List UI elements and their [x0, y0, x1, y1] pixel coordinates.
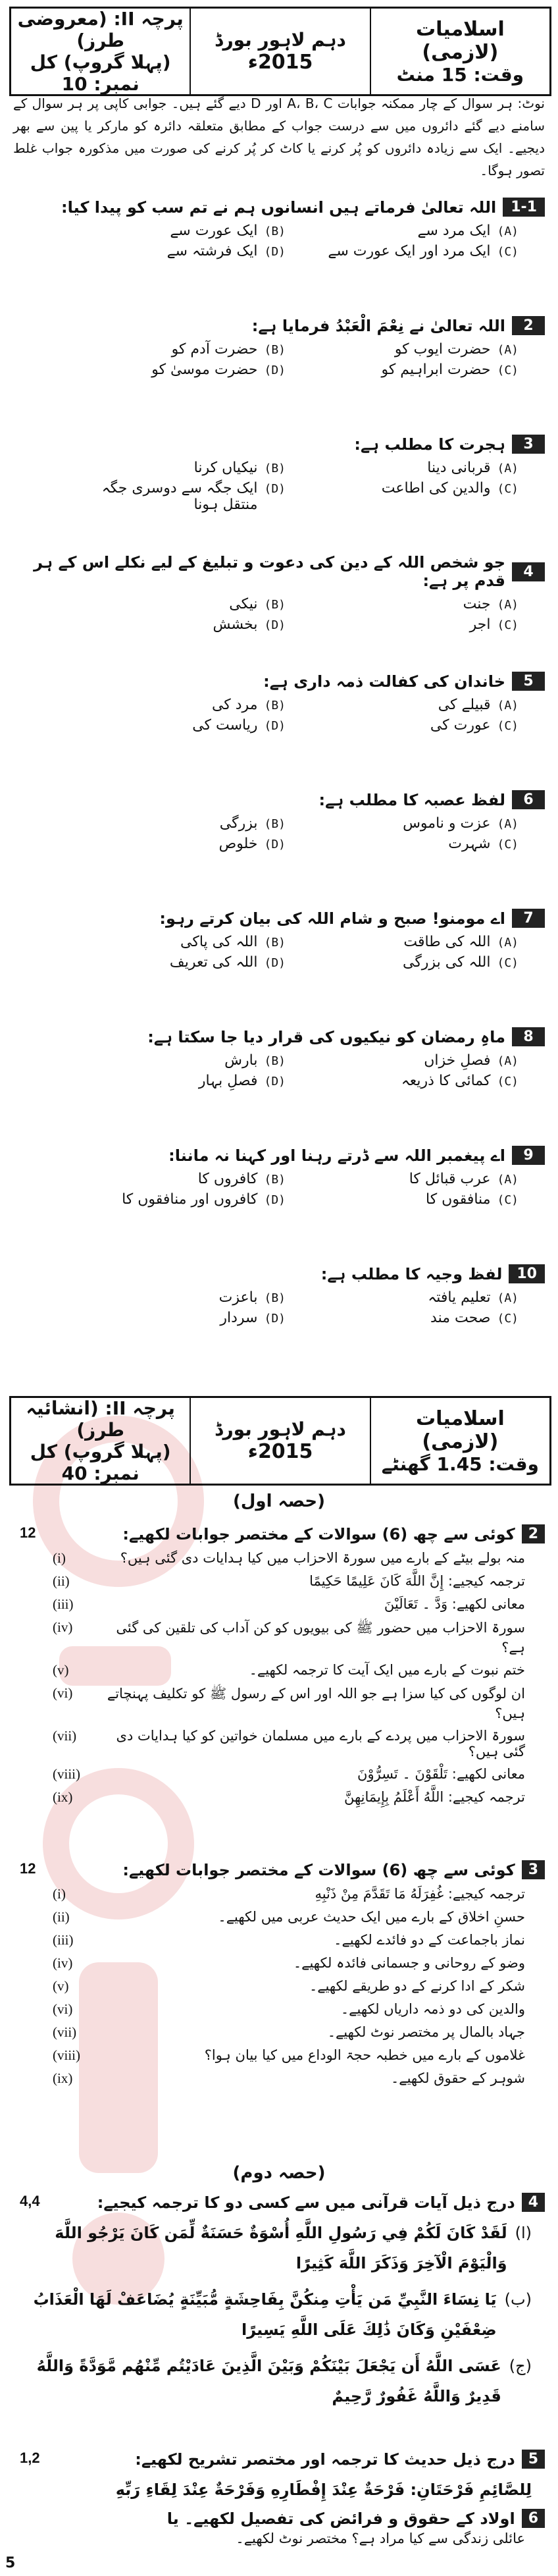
- sub-question-numeral: (i): [53, 1886, 66, 1902]
- question-3: [13, 1860, 545, 2087]
- option-text: بزرگی: [219, 815, 258, 832]
- mcq-number: 6: [512, 790, 545, 809]
- mcq-options: [66, 458, 519, 515]
- mcq-option: [299, 1287, 519, 1308]
- mcq-option: [66, 221, 286, 241]
- mcq-question: [13, 1264, 545, 1328]
- sub-question: [53, 1685, 525, 1721]
- option-letter: (B): [264, 598, 286, 612]
- sub-question-text: نماز باجماعت کے دو فائدے لکھیے۔: [334, 1932, 525, 1948]
- mcq-question: [13, 435, 545, 515]
- sub-question-text: والدین کی دو ذمہ داریاں لکھیے۔: [340, 2001, 525, 2017]
- option-text: جنت: [463, 596, 491, 612]
- group-marks-2: (پہلا گروپ) کل نمبر: 40: [30, 1441, 171, 1484]
- option-text: فصلِ خزاں: [424, 1052, 491, 1069]
- question-text: کوئی سے چھ (6) سوالات کے مختصر جوابات لکھیے:: [122, 1524, 515, 1543]
- board-name-2: دہم لاہور بورڈ: [215, 1418, 346, 1440]
- sub-question-text: سورۃ الاحزاب میں حضور ﷺ کی بیویوں کو کن آداب کی تلقین کی گئی ہے؟: [116, 1620, 525, 1655]
- sub-question-numeral: (ix): [53, 2070, 73, 2086]
- mcq-option: [66, 339, 286, 360]
- mcq-text: اے مومنو! صبح و شام اللہ کی بیان کرتے رہو:: [159, 909, 505, 928]
- mcq-option: [66, 1287, 286, 1308]
- sub-question: [53, 1909, 525, 1925]
- mcq-option: [66, 458, 286, 478]
- mcq-question: [13, 1146, 545, 1210]
- sub-question: [53, 1789, 525, 1806]
- question-number: 5: [522, 2450, 545, 2469]
- option-text: ایک جگہ سے دوسری جگہ منتقل ہونا: [101, 480, 258, 513]
- mcq-option: [299, 813, 519, 834]
- option-letter: (C): [497, 719, 519, 733]
- mcq-option: [66, 241, 286, 261]
- option-letter: (B): [264, 817, 286, 831]
- mcq-options: [66, 1169, 519, 1210]
- option-letter: (D): [264, 1075, 286, 1088]
- mcq-option: [299, 221, 519, 241]
- question-5-header: [13, 2450, 545, 2469]
- sub-question-numeral: (vii): [53, 2024, 77, 2040]
- question-3-header: [13, 1860, 545, 1879]
- option-letter: (D): [264, 956, 286, 970]
- option-text: سردار: [220, 1310, 258, 1326]
- header2-board-cell: [190, 1398, 369, 1484]
- question-text: اولاد کے حقوق و فرائض کی تفصیل لکھیے۔ یا: [166, 2509, 515, 2528]
- mcq-option: [66, 695, 286, 715]
- mcq-text: اللہ تعالیٰ نے نِعْمَ الْعَبْدُ فرمایا ہے:: [251, 316, 505, 335]
- mcq-text: جو شخص اللہ کے دین کی دعوت و تبلیغ کے لیے نکلے اس کے ہر قدم پر ہے:: [34, 553, 505, 590]
- sub-question-numeral: (vi): [53, 1685, 73, 1701]
- option-letter: (A): [497, 462, 519, 475]
- mcq-options: [66, 339, 519, 380]
- ayah-text: يَا نِسَاءَ النَّبِيِّ مَن يَأْتِ مِنكُنَّ بِفَاحِشَةٍ مُّبَيِّنَةٍ يُضَاعَفْ لَهَا الْعَذَابُ ضِعْفَيْنِ وَكَانَ ذَٰلِكَ عَلَى اللَّهِ يَسِيرًا: [33, 2290, 497, 2339]
- option-text: نیکی: [229, 596, 258, 612]
- mcq-option: [299, 695, 519, 715]
- option-letter: (C): [497, 482, 519, 496]
- mcq-text: خاندان کی کفالت ذمہ داری ہے:: [263, 672, 505, 691]
- exam-year-2: 2015ء: [247, 1440, 313, 1463]
- sub-question-numeral: (iv): [53, 1955, 73, 1971]
- mcq-option: [66, 932, 286, 952]
- option-text: کمائی کا ذریعہ: [401, 1073, 491, 1089]
- sub-question-text: ان لوگوں کی کیا سزا ہے جو اللہ اور اس کے رسول ﷺ کو تکلیف پہنچاتے ہیں؟: [107, 1686, 525, 1721]
- mcq-number: 9: [512, 1146, 545, 1165]
- option-letter: (A): [497, 817, 519, 831]
- option-text: قربانی دینا: [427, 460, 491, 476]
- sub-question-text: جہاد بالمال پر مختصر نوٹ لکھیے۔: [327, 2024, 525, 2040]
- group-marks: (پہلا گروپ) کل نمبر: 10: [30, 51, 171, 95]
- mcq-stem: [13, 1264, 545, 1283]
- sub-question: [53, 2024, 525, 2041]
- mcq-option: [66, 813, 286, 834]
- mcq-number: 7: [512, 909, 545, 928]
- sub-question: [53, 1978, 525, 1995]
- sub-question-numeral: (iii): [53, 1596, 74, 1612]
- mcq-options: [66, 594, 519, 635]
- ayah-label: (ا): [515, 2224, 532, 2242]
- option-text: ایک مرد سے: [417, 223, 491, 239]
- option-text: اللہ کی تعریف: [169, 954, 258, 971]
- option-text: باعزت: [218, 1289, 258, 1306]
- sub-question: [53, 2070, 525, 2087]
- sub-question: [53, 1955, 525, 1972]
- sub-question-text: غلاموں کے بارے میں خطبہ حجۃ الوداع میں کیا بیان ہوا؟: [204, 2047, 525, 2063]
- option-text: نیکیاں کرنا: [193, 460, 258, 476]
- subjective-header: [9, 1396, 551, 1486]
- option-letter: (A): [497, 699, 519, 712]
- board-name: دہم لاہور بورڈ: [215, 29, 346, 51]
- mcq-number: 1-1: [503, 198, 545, 217]
- exam-year: 2015ء: [247, 51, 313, 74]
- option-letter: (C): [497, 618, 519, 632]
- hadith-text: [33, 2475, 532, 2506]
- sub-question-text: منہ بولے بیٹے کے بارے میں سورۃ الاحزاب میں کیا ہدایات دی گئی ہیں؟: [120, 1550, 525, 1566]
- sub-question: [53, 1550, 525, 1567]
- question-marks: 1,2: [20, 2450, 40, 2466]
- question-5: [13, 2450, 545, 2506]
- sub-question-numeral: (v): [53, 1978, 69, 1994]
- ayah-item: [33, 2351, 532, 2411]
- question-6-header: [13, 2509, 545, 2528]
- sub-question-text: وضو کے روحانی و جسمانی فائدہ لکھیے۔: [293, 1955, 525, 1971]
- sub-question-numeral: (ii): [53, 1573, 70, 1589]
- mcq-option: [299, 715, 519, 736]
- question-number: 6: [522, 2509, 545, 2528]
- mcq-question: [13, 553, 545, 635]
- mcq-number: 5: [512, 672, 545, 691]
- sub-question-numeral: (ix): [53, 1789, 73, 1805]
- mcq-options: [66, 1287, 519, 1328]
- option-text: حضرت آدم کو: [171, 341, 258, 358]
- question-text: درج ذیل حدیث کا ترجمہ اور مختصر تشریح لکھیے:: [135, 2450, 515, 2469]
- option-letter: (B): [264, 1291, 286, 1305]
- mcq-option: [299, 834, 519, 854]
- sub-question: [53, 1596, 525, 1613]
- option-text: عورت کی: [430, 717, 491, 734]
- mcq-option: [299, 241, 519, 261]
- question-text: درج ذیل آیات قرآنی میں سے کسی دو کا ترجمہ کیجیے:: [97, 2193, 515, 2212]
- option-letter: (A): [497, 225, 519, 238]
- sub-question: [53, 1662, 525, 1678]
- option-letter: (D): [264, 482, 286, 496]
- option-letter: (B): [264, 343, 286, 357]
- mcq-stem: [13, 435, 545, 454]
- option-text: صحت مند: [430, 1310, 491, 1326]
- question-marks: 12: [20, 1524, 36, 1541]
- mcq-option: [299, 952, 519, 973]
- sub-question-text: شوہر کے حقوق لکھیے۔: [390, 2070, 525, 2086]
- mcq-option: [299, 1071, 519, 1091]
- option-text: عزت و ناموس: [403, 815, 491, 832]
- question-4: [13, 2193, 545, 2412]
- option-text: ایک فرشتہ سے: [166, 243, 258, 259]
- option-text: حضرت موسیٰ کو: [151, 362, 258, 378]
- mcq-stem: [13, 672, 545, 691]
- option-text: ریاست کی: [192, 717, 258, 734]
- objective-header: [9, 7, 551, 96]
- option-letter: (D): [264, 363, 286, 377]
- ayah-label: (ج): [509, 2357, 532, 2376]
- paper-type-2: پرچہ II: (انشائیہ طرز): [26, 1397, 175, 1441]
- option-letter: (D): [264, 1312, 286, 1326]
- option-text: والدین کی اطاعت: [381, 480, 491, 496]
- ayah-item: [33, 2285, 532, 2345]
- mcq-question: [13, 316, 545, 380]
- mcq-option: [299, 594, 519, 614]
- option-letter: (D): [264, 719, 286, 733]
- question-6-alt: [53, 2531, 525, 2546]
- question-number: 2: [522, 1524, 545, 1543]
- sub-question: [53, 1619, 525, 1655]
- mcq-number: 3: [512, 435, 545, 454]
- sub-question-text: ختم نبوت کے بارے میں ایک آیت کا ترجمہ لکھیے۔: [249, 1662, 525, 1678]
- mcq-stem: [13, 909, 545, 928]
- option-letter: (C): [497, 1075, 519, 1088]
- option-text: فصلِ بہار: [198, 1073, 258, 1089]
- mcq-option: [299, 1050, 519, 1071]
- mcq-option: [66, 715, 286, 736]
- option-letter: (D): [264, 245, 286, 259]
- mcq-option: [299, 478, 519, 515]
- question-marks: 12: [20, 1860, 36, 1877]
- mcq-question: [13, 672, 545, 736]
- mcq-option: [299, 614, 519, 635]
- mcq-text: اے پیغمبر اللہ سے ڈرتے رہنا اور کہنا نہ ماننا:: [168, 1146, 505, 1165]
- option-letter: (A): [497, 1173, 519, 1187]
- option-letter: (C): [497, 363, 519, 377]
- sub-question-text: معانی لکھیے: وَدَّ ۔ تَعَالَيْنَ: [384, 1596, 525, 1612]
- mcq-text: ہجرت کا مطلب ہے:: [354, 435, 505, 454]
- time-label: وقت: 15 منٹ: [396, 63, 524, 86]
- mcq-number: 4: [512, 562, 545, 581]
- question-number: 4: [522, 2193, 545, 2212]
- ayah-label: (ب): [504, 2290, 532, 2309]
- mcq-option: [66, 614, 286, 635]
- mcq-option: [66, 594, 286, 614]
- header-board-cell: [190, 9, 369, 94]
- option-text: حضرت ابراہیم کو: [381, 362, 491, 378]
- mcq-stem: [13, 1027, 545, 1046]
- option-text: کافروں کا: [197, 1171, 258, 1187]
- ayah-text: عَسَى اللَّهُ أَن يَجْعَلَ بَيْنَكُمْ وَبَيْنَ الَّذِينَ عَادَيْتُم مِّنْهُم مَّوَدَّةً وَاللَّهُ قَدِيرٌ وَاللَّهُ غَفُورٌ رَّحِيمٌ: [36, 2357, 501, 2405]
- mcq-text: لفظ وجیہ کا مطلب ہے:: [320, 1264, 503, 1283]
- option-text: منافقوں کا: [426, 1191, 491, 1208]
- sub-question-numeral: (i): [53, 1550, 66, 1566]
- mcq-stem: [13, 553, 545, 590]
- hadith-arabic: لِلصَّائِمِ فَرْحَتَانِ: فَرْحَةٌ عِنْدَ إِفْطَارِهِ وَفَرْحَةٌ عِنْدَ لِقَاءِ رَبِّهِ: [115, 2481, 532, 2499]
- option-text: تعلیم یافتہ: [428, 1289, 491, 1306]
- mcq-question: [13, 1027, 545, 1091]
- mcq-number: 8: [512, 1027, 545, 1046]
- mcq-question: [13, 198, 545, 261]
- option-text: شہرت: [448, 836, 491, 852]
- sub-question: [53, 2001, 525, 2018]
- mcq-option: [299, 932, 519, 952]
- sub-question-text: معانی لکھیے: تَلْقَوْنَ ۔ تَسِرُّوْنَ: [357, 1766, 525, 1782]
- mcq-option: [66, 360, 286, 380]
- sub-question-text: ترجمہ کیجیے: إِنَّ اللَّهَ كَانَ عَلِيمًا حَكِيمًا: [309, 1573, 525, 1589]
- option-letter: (A): [497, 598, 519, 612]
- option-letter: (B): [264, 462, 286, 475]
- sub-question-text: حسنِ اخلاق کے بارے میں ایک حدیث عربی میں لکھیے۔: [218, 1909, 525, 1925]
- question-marks: 4,4: [20, 2193, 40, 2209]
- option-letter: (D): [264, 838, 286, 851]
- option-letter: (B): [264, 936, 286, 950]
- sub-question-numeral: (iii): [53, 1932, 74, 1948]
- sub-question-numeral: (viii): [53, 2047, 80, 2063]
- mcq-options: [66, 695, 519, 736]
- option-letter: (A): [497, 936, 519, 950]
- option-letter: (C): [497, 838, 519, 851]
- option-text: بارش: [224, 1052, 258, 1069]
- mcq-option: [299, 1308, 519, 1328]
- option-text: ایک مرد اور ایک عورت سے: [328, 243, 491, 259]
- option-letter: (D): [264, 1193, 286, 1207]
- header-paper-cell: [11, 9, 190, 94]
- sub-question-numeral: (v): [53, 1662, 69, 1678]
- mcq-option: [299, 1189, 519, 1210]
- option-text: مرد کی: [211, 697, 258, 713]
- sub-question-text: ترجمہ کیجیے: غُفِرَلَهُ مَا تَقَدَّمَ مِنْ ذَنْبِهِ: [315, 1886, 525, 1902]
- option-letter: (B): [264, 225, 286, 238]
- time-label-2: وقت: 1.45 گھنٹے: [381, 1453, 539, 1475]
- mcq-text: لفظ عصبہ کا مطلب ہے:: [318, 790, 505, 809]
- sub-question-numeral: (ii): [53, 1909, 70, 1925]
- option-letter: (A): [497, 1291, 519, 1305]
- mcq-option: [66, 1189, 286, 1210]
- sub-question-text: شکر کے ادا کرنے کے دو طریقے لکھیے۔: [309, 1978, 525, 1994]
- sub-question-text: سورۃ الاحزاب میں پردے کے بارے میں مسلمان خواتین کو کیا ہدایات دی گئی ہیں؟: [116, 1728, 525, 1759]
- mcq-options: [66, 1050, 519, 1091]
- sub-question: [53, 1728, 525, 1759]
- instructions-note: نوٹ: ہر سوال کے چار ممکنہ جوابات A، B، C اور D دیے گئے ہیں۔ جوابی کاپی پر ہر سوال کے سامنے دیے گئے دائروں میں سے درست جواب کے مطابق متعلقہ دائرہ کو مارکر یا پین سے بھر دیجیے۔ ایک سے زیادہ دائروں کو پُر کرنے یا کاٹ کر پُر کرنے کی صورت میں مذکورہ جواب غلط تصور ہوگا۔: [13, 95, 545, 178]
- mcq-options: [66, 932, 519, 973]
- mcq-option: [66, 1050, 286, 1071]
- subject-title: اسلامیات (لازمی): [415, 17, 505, 64]
- subject-title-2: اسلامیات (لازمی): [415, 1407, 505, 1453]
- section-part-one: (حصہ اول): [232, 1491, 326, 1511]
- ayah-text: لَقَدْ كَانَ لَكُمْ فِي رَسُولِ اللَّهِ أُسْوَةٌ حَسَنَةٌ لِّمَن كَانَ يَرْجُو اللَّهَ وَالْيَوْمَ الْآخِرَ وَذَكَرَ اللَّهَ كَثِيرًا: [55, 2224, 507, 2272]
- option-letter: (A): [497, 343, 519, 357]
- sub-question: [53, 1886, 525, 1902]
- option-text: حضرت ایوب کو: [394, 341, 491, 358]
- sub-question: [53, 2047, 525, 2064]
- option-letter: (B): [264, 699, 286, 712]
- mcq-option: [299, 1169, 519, 1189]
- option-text: بخشش: [213, 616, 258, 633]
- option-text: اللہ کی پاکی: [180, 934, 258, 950]
- question-text-alt: عائلی زندگی سے کیا مراد ہے؟ مختصر نوٹ لکھیے۔: [236, 2531, 525, 2546]
- mcq-option: [66, 834, 286, 854]
- mcq-number: 10: [509, 1264, 545, 1283]
- option-letter: (B): [264, 1054, 286, 1068]
- question-4-header: [13, 2193, 545, 2212]
- option-text: اللہ کی بزرگی: [403, 954, 491, 971]
- header2-subject-cell: [370, 1398, 549, 1484]
- question-6-marks: 5: [5, 2555, 16, 2571]
- sub-question: [53, 1932, 525, 1948]
- option-letter: (C): [497, 956, 519, 970]
- option-letter: (C): [497, 1193, 519, 1207]
- mcq-question: [13, 790, 545, 854]
- option-text: اجر: [469, 616, 491, 633]
- option-text: خلوص: [218, 836, 258, 852]
- mcq-stem: [13, 790, 545, 809]
- option-letter: (D): [264, 618, 286, 632]
- mcq-option: [299, 458, 519, 478]
- mcq-option: [66, 1308, 286, 1328]
- question-6: [13, 2509, 545, 2546]
- ayah-item: [33, 2218, 532, 2278]
- option-text: ایک عورت سے: [170, 223, 258, 239]
- sub-question: [53, 1573, 525, 1590]
- header2-paper-cell: [11, 1398, 190, 1484]
- option-text: اللہ کی طاقت: [403, 934, 491, 950]
- paper-type: پرچہ II: (معروضی طرز): [17, 8, 184, 51]
- mcq-option: [66, 478, 286, 515]
- mcq-option: [299, 339, 519, 360]
- option-text: عرب قبائل کا: [409, 1171, 491, 1187]
- mcq-question: [13, 909, 545, 973]
- sub-question: [53, 1766, 525, 1783]
- option-text: قبیلے کی: [438, 697, 491, 713]
- option-letter: (C): [497, 1312, 519, 1326]
- sub-question-numeral: (vii): [53, 1728, 77, 1744]
- option-text: کافروں اور منافقوں کا: [122, 1191, 258, 1208]
- mcq-option: [66, 952, 286, 973]
- header-subject-cell: [370, 9, 549, 94]
- mcq-text: اللہ تعالیٰ فرماتے ہیں انسانوں ہم نے تم سب کو پیدا کیا:: [61, 198, 497, 217]
- section-part-two: (حصہ دوم): [232, 2163, 326, 2183]
- option-letter: (B): [264, 1173, 286, 1187]
- question-2-header: [13, 1524, 545, 1543]
- mcq-option: [299, 360, 519, 380]
- mcq-number: 2: [512, 316, 545, 335]
- sub-question-numeral: (vi): [53, 2001, 73, 2017]
- sub-question-numeral: (iv): [53, 1619, 73, 1635]
- option-letter: (C): [497, 245, 519, 259]
- mcq-stem: [13, 316, 545, 335]
- mcq-text: ماہِ رمضان کو نیکیوں کی قرار دیا جا سکتا ہے:: [147, 1027, 505, 1046]
- mcq-option: [66, 1071, 286, 1091]
- mcq-stem: [13, 198, 545, 217]
- mcq-options: [66, 221, 519, 261]
- sub-question-text: ترجمہ کیجیے: اللَّهُ أَعْلَمُ بِإِيمَانِهِنَّ: [343, 1789, 525, 1805]
- mcq-options: [66, 813, 519, 854]
- question-text: کوئی سے چھ (6) سوالات کے مختصر جوابات لکھیے:: [122, 1860, 515, 1879]
- mcq-option: [66, 1169, 286, 1189]
- question-number: 3: [522, 1860, 545, 1879]
- option-letter: (A): [497, 1054, 519, 1068]
- mcq-stem: [13, 1146, 545, 1165]
- sub-question-numeral: (viii): [53, 1766, 80, 1782]
- question-2: [13, 1524, 545, 1806]
